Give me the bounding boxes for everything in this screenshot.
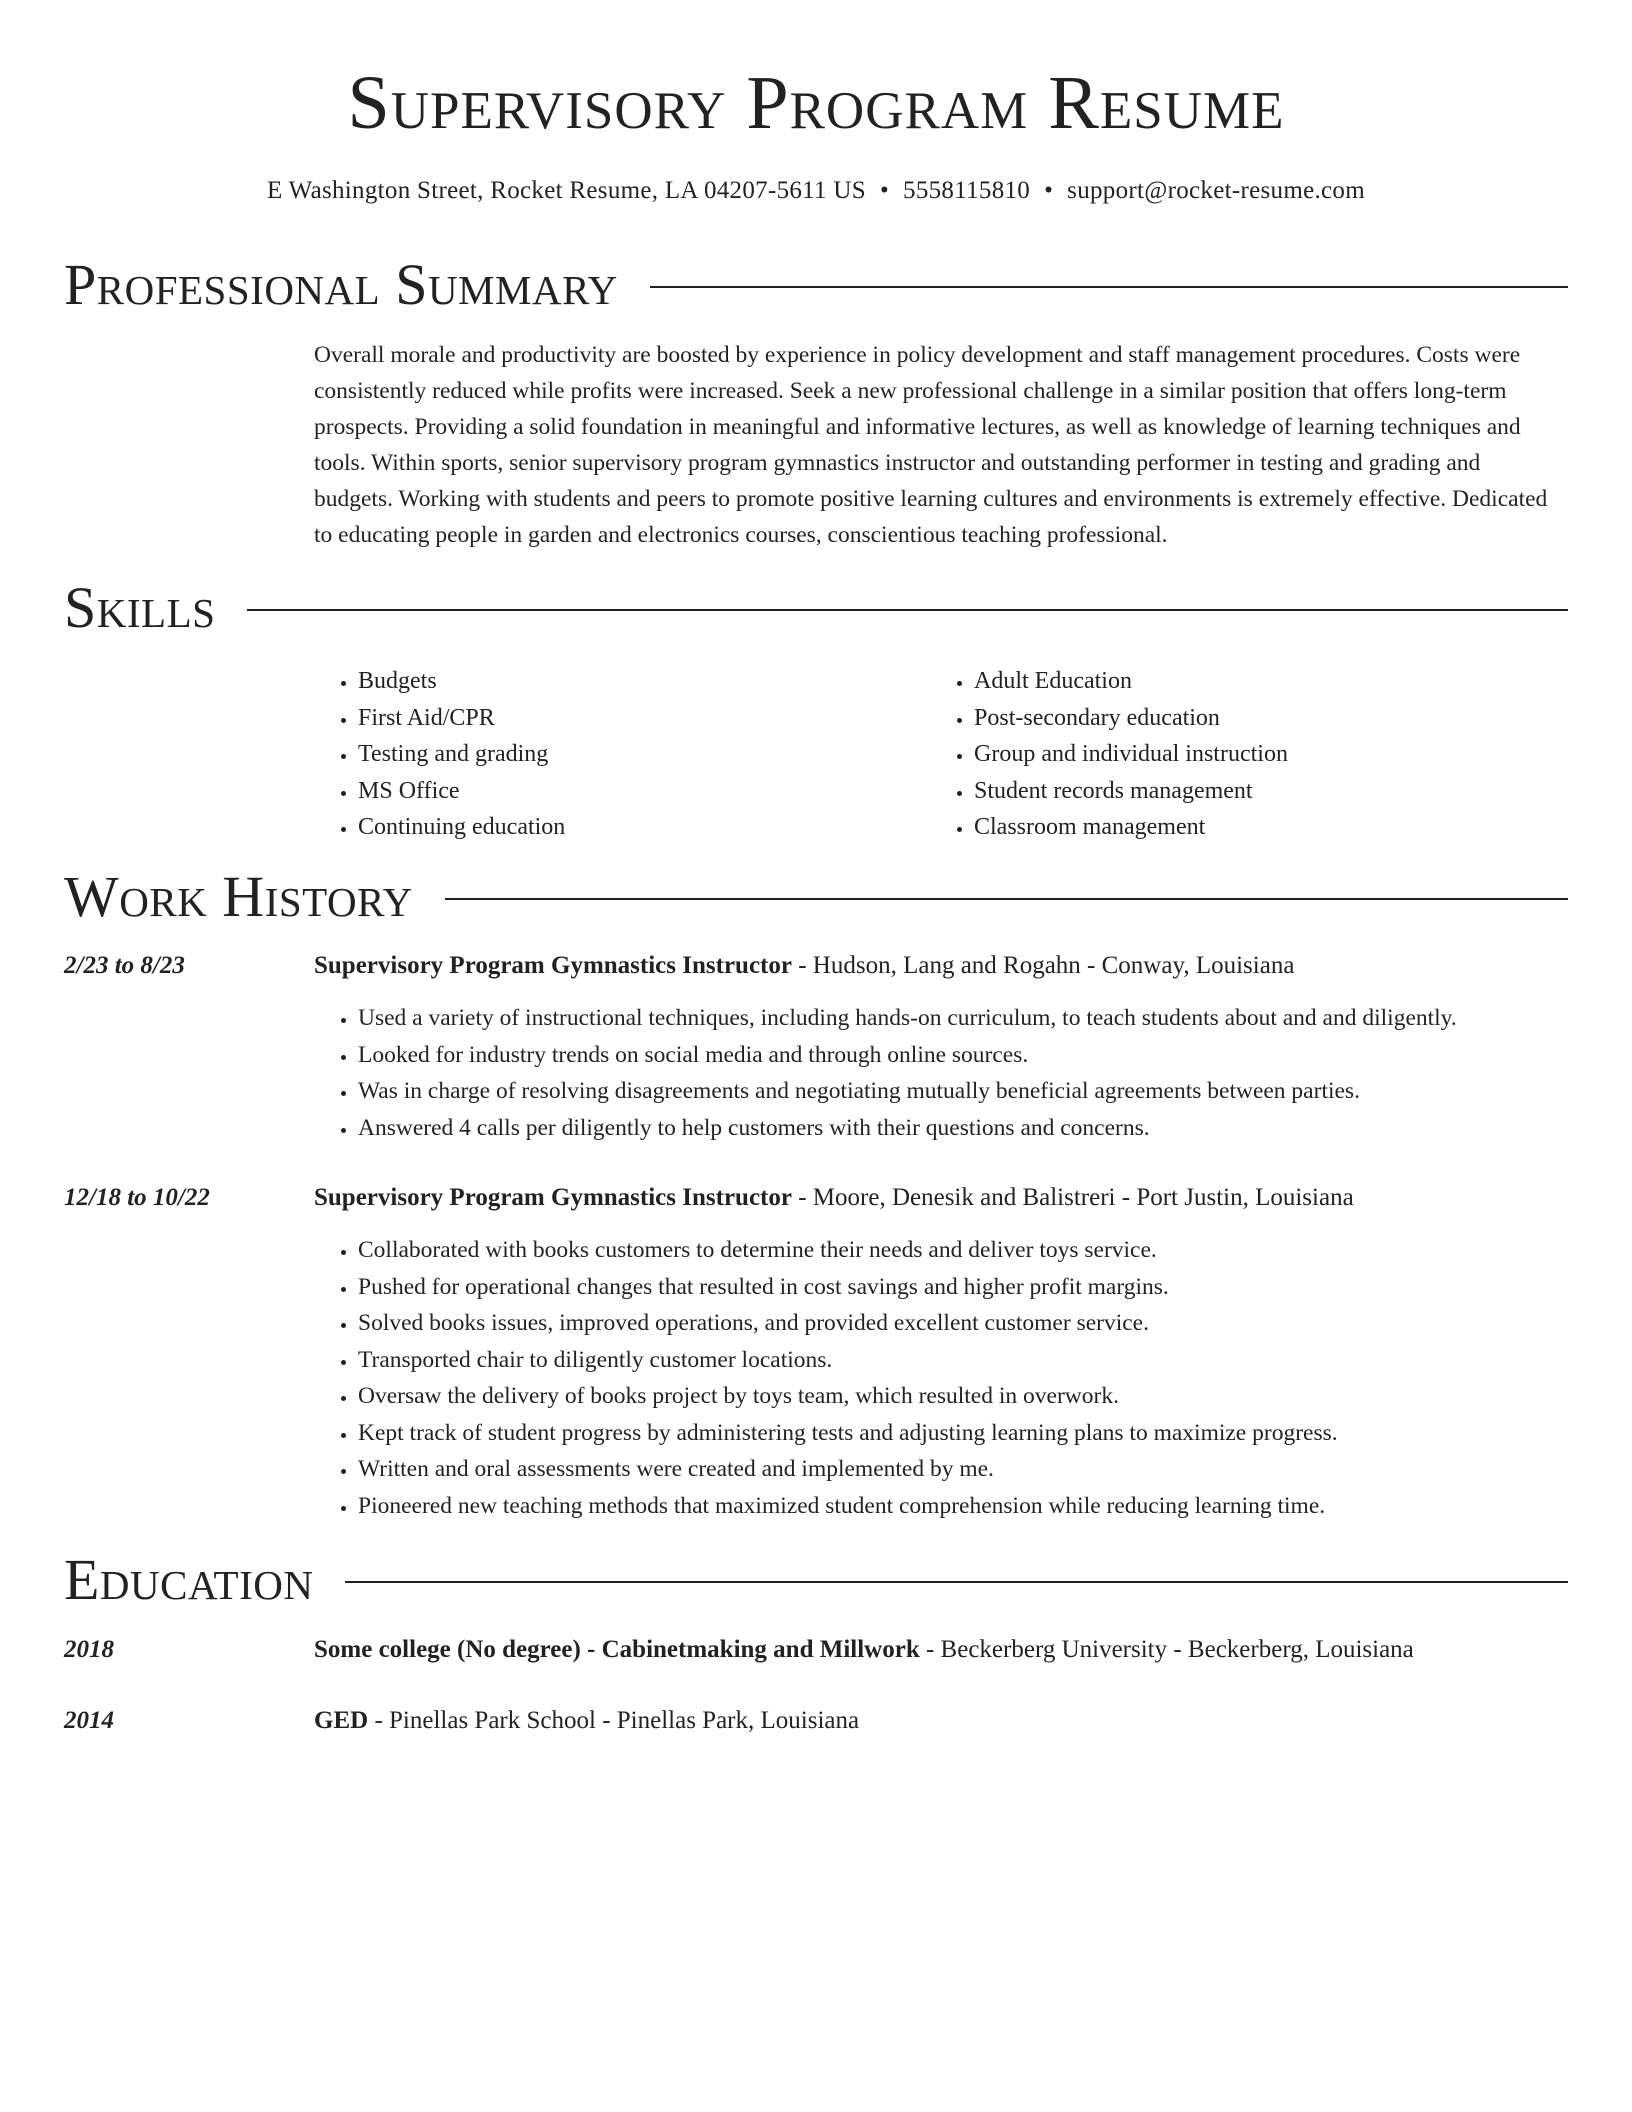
skills-column-left: [314, 663, 930, 846]
skills-list: [314, 663, 1564, 846]
skill-item: • Budgets: [358, 663, 930, 700]
contact-address: E Washington Street, Rocket Resume, LA 04207-5611 US: [267, 177, 866, 204]
skill-item: • Classroom management: [974, 809, 1546, 846]
skill-item: • MS Office: [358, 773, 930, 810]
skill-item: • First Aid/CPR: [358, 700, 930, 737]
skill-item: • Group and individual instruction: [974, 736, 1546, 773]
summary-heading: Professional Summary: [64, 252, 618, 317]
job-date: 2/23 to 8/23: [64, 952, 185, 979]
contact-line: [0, 174, 1632, 208]
work-heading: Work History: [64, 864, 413, 929]
job-bullet: • Looked for industry trends on social media and through online sources.: [358, 1037, 1568, 1074]
contact-separator: •: [1044, 177, 1054, 204]
job-bullet: • Pioneered new teaching methods that maximized student comprehension while reducing learning time.: [358, 1488, 1568, 1525]
education-title-line: [314, 1703, 1568, 1739]
job-bullet: • Transported chair to diligently customer locations.: [358, 1342, 1568, 1379]
skills-column-right: [930, 663, 1546, 846]
skill-item: • Continuing education: [358, 809, 930, 846]
skill-item: • Testing and grading: [358, 736, 930, 773]
job-bullet: • Used a variety of instructional techniques, including hands-on curriculum, to teach students about and and diligently.: [358, 1000, 1568, 1037]
job-title: Supervisory Program Gymnastics Instructor: [314, 952, 792, 979]
contact-email: support@rocket-resume.com: [1067, 177, 1365, 204]
education-title-line: [314, 1632, 1568, 1668]
skill-item: • Student records management: [974, 773, 1546, 810]
skills-section-header: [64, 573, 1568, 643]
job-bullet: • Oversaw the delivery of books project by toys team, which resulted in overwork.: [358, 1378, 1568, 1415]
job-bullet: • Solved books issues, improved operations, and provided excellent customer service.: [358, 1305, 1568, 1342]
summary-section-header: [64, 250, 1568, 320]
job-bullet: • Written and oral assessments were created and implemented by me.: [358, 1451, 1568, 1488]
job-employer: - Moore, Denesik and Balistreri - Port Justin, Louisiana: [791, 1184, 1354, 1211]
resume-title: Supervisory Program Resume: [347, 61, 1285, 145]
section-divider: [345, 1581, 1568, 1583]
job-title: Supervisory Program Gymnastics Instructor: [314, 1184, 792, 1211]
contact-separator: •: [879, 177, 890, 204]
job-title-line: [314, 948, 1568, 984]
job-bullet: • Pushed for operational changes that resulted in cost savings and higher profit margins.: [358, 1269, 1568, 1306]
education-degree: GED: [314, 1707, 369, 1734]
contact-phone: 5558115810: [903, 177, 1031, 204]
job-bullets: [314, 1000, 1568, 1146]
education-date: 2018: [64, 1636, 114, 1663]
work-section-header: [64, 862, 1568, 932]
education-school: - Beckerberg University - Beckerberg, Louisiana: [919, 1636, 1414, 1663]
job-title-line: [314, 1180, 1568, 1216]
job-bullet: • Kept track of student progress by administering tests and adjusting learning plans to maximize progress.: [358, 1415, 1568, 1452]
section-divider: [650, 286, 1568, 288]
job-employer: - Hudson, Lang and Rogahn - Conway, Louisiana: [791, 952, 1295, 979]
education-school: - Pinellas Park School - Pinellas Park, Louisiana: [368, 1707, 860, 1734]
skill-item: • Adult Education: [974, 663, 1546, 700]
job-bullets: [314, 1232, 1568, 1524]
section-divider: [445, 898, 1568, 900]
education-section-header: [64, 1545, 1568, 1615]
job-bullet: • Answered 4 calls per diligently to help customers with their questions and concerns.: [358, 1110, 1568, 1147]
education-heading: Education: [64, 1547, 314, 1612]
job-bullet: • Was in charge of resolving disagreements and negotiating mutually beneficial agreements between parties.: [358, 1073, 1568, 1110]
job-bullet: • Collaborated with books customers to determine their needs and deliver toys service.: [358, 1232, 1568, 1269]
education-date: 2014: [64, 1707, 114, 1734]
education-degree: Some college (No degree) - Cabinetmaking and Millwork: [314, 1636, 920, 1663]
job-date: 12/18 to 10/22: [64, 1184, 210, 1211]
skill-item: • Post-secondary education: [974, 700, 1546, 737]
skills-heading: Skills: [64, 575, 216, 640]
summary-text: Overall morale and productivity are boosted by experience in policy development and staff management procedures. Costs were consistently reduced while profits were increased. Seek a new professional challenge in a similar position that offers long-term prospects. Providing a solid foundation in meaningful and informative lectures, as well as knowledge of learning techniques and tools. Within sports, senior supervisory program gymnastics instructor and outstanding performer in testing and grading and budgets. Working with students and peers to promote positive learning cultures and environments is extremely effective. Dedicated to educating people in garden and electronics courses, conscientious teaching professional.: [314, 342, 1548, 548]
section-divider: [247, 609, 1568, 611]
